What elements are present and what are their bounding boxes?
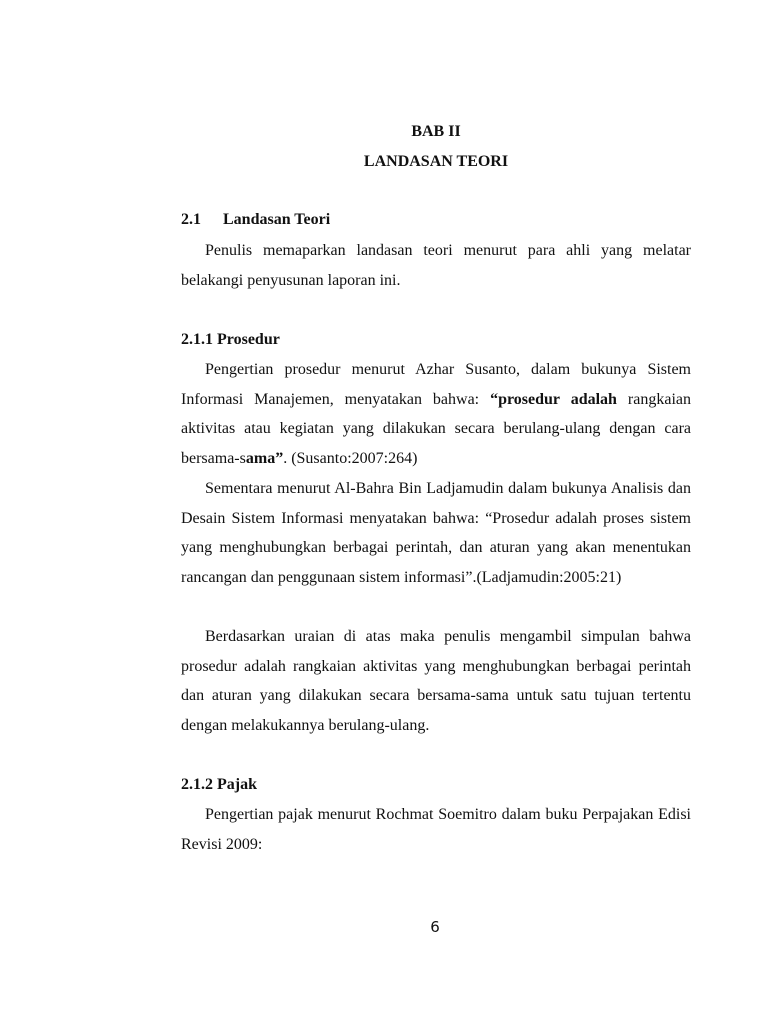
prosedur-p1-citation: . (Susanto:2007:264) bbox=[283, 449, 418, 467]
page-number: 6 bbox=[430, 918, 440, 936]
prosedur-p1-lead: Pengertian prosedur menurut Azhar Susanto, dalam bukunya Sistem Informasi Manajemen, menyatakan bahwa: bbox=[181, 361, 691, 408]
prosedur-p1-middle: rangkaian aktivitas atau kegiatan yang dilakukan secara berulang-ulang dengan cara bersama-s bbox=[181, 390, 691, 467]
prosedur-p1-quote-end: ama” bbox=[245, 449, 284, 467]
section-2-1-paragraph: Penulis memaparkan landasan teori menurut para ahli yang melatar belakangi penyusunan laporan ini. bbox=[181, 242, 691, 289]
section-2-1-number: 2.1 bbox=[181, 211, 201, 228]
prosedur-paragraph-2: Sementara menurut Al-Bahra Bin Ladjamudin dalam bukunya Analisis dan Desain Sistem Informasi menyatakan bahwa: “Prosedur adalah proses sistem yang menghubungkan berbagai perintah, dan aturan yang akan menentukan rancangan dan penggunaan sistem informasi”.(Ladjamudin:2005:21) bbox=[181, 480, 691, 586]
section-2-1-heading bbox=[181, 210, 330, 230]
chapter-title: LANDASAN TEORI bbox=[363, 153, 509, 170]
chapter-number: BAB II bbox=[411, 123, 461, 140]
prosedur-paragraph-1 bbox=[181, 355, 691, 473]
prosedur-p1-quote-start: “prosedur adalah bbox=[490, 390, 617, 408]
pajak-paragraph: Pengertian pajak menurut Rochmat Soemitro dalam buku Perpajakan Edisi Revisi 2009: bbox=[181, 806, 691, 853]
prosedur-paragraph-3: Berdasarkan uraian di atas maka penulis mengambil simpulan bahwa prosedur adalah rangkaian aktivitas yang menghubungkan berbagai perintah dan aturan yang dilakukan secara bersama-sama untuk satu tujuan tertentu dengan melakukannya berulang-ulang. bbox=[181, 628, 691, 734]
section-2-1-2-heading: 2.1.2 Pajak bbox=[181, 776, 257, 793]
section-2-1-1-heading: 2.1.1 Prosedur bbox=[181, 331, 280, 348]
section-2-1-title: Landasan Teori bbox=[223, 211, 331, 228]
